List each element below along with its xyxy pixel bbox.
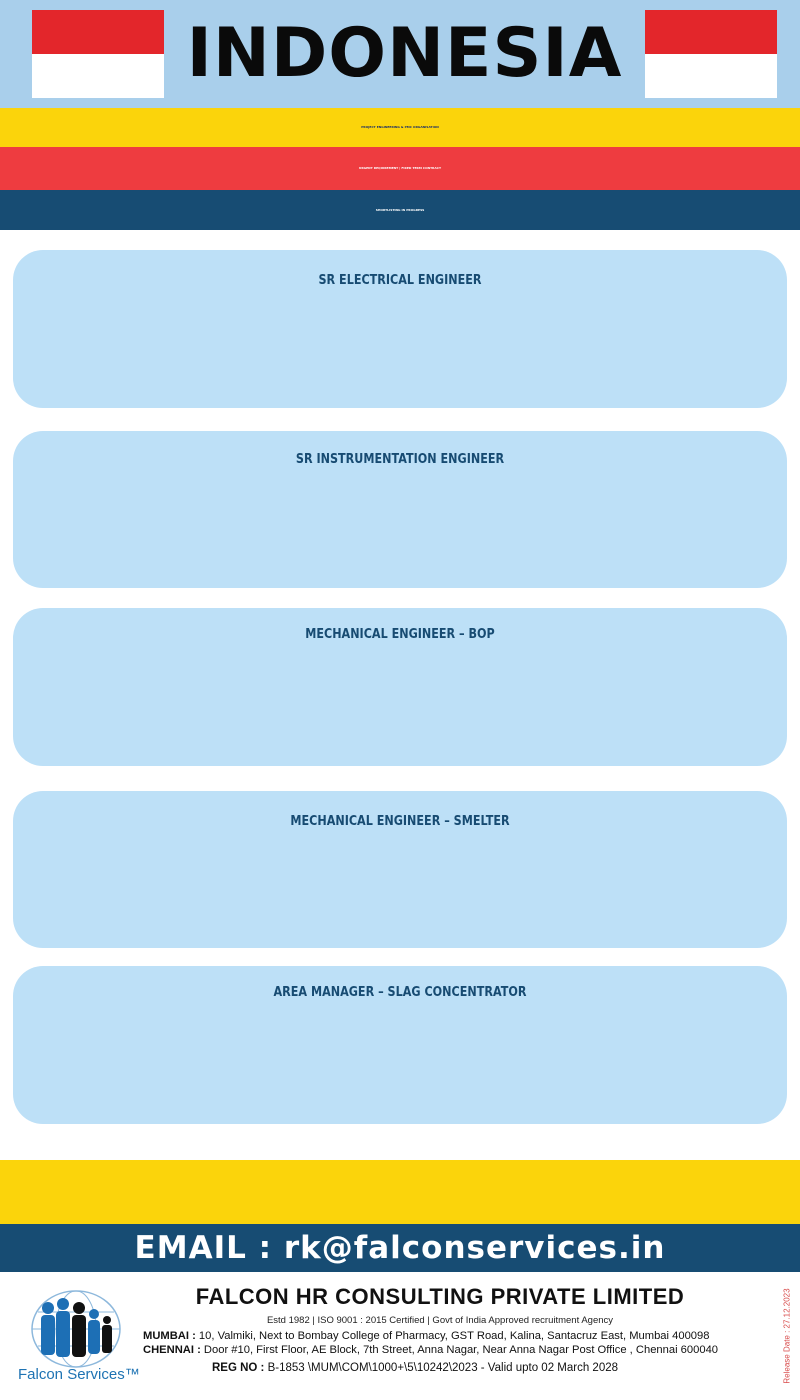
mumbai-address: MUMBAI : 10, Valmiki, Next to Bombay College of Pharmacy, GST Road, Kalina, Santacruz East, Mumbai 400098 — [143, 1330, 710, 1342]
chennai-address: CHENNAI : Door #10, First Floor, AE Block, 7th Street, Anna Nagar, Near Anna Nagar Post Office , Chennai 600040 — [143, 1344, 719, 1356]
company-credentials: Estd 1982 | ISO 9001 : 2015 Certified | Govt of India Approved recruitment Agency — [266, 1315, 614, 1326]
job-title: MECHANICAL ENGINEER – SMELTER — [290, 814, 510, 829]
registration-number: REG NO : B-1853 \MUM\COM\1000+\5\10242\2023 - Valid upto 02 March 2028 — [212, 1362, 619, 1374]
job-title: MECHANICAL ENGINEER – BOP — [305, 627, 495, 642]
job-title: SR ELECTRICAL ENGINEER — [318, 273, 482, 288]
job-qualification — [13, 490, 787, 511]
organisation-band: PROJECT ENGINEERING & PMC ORGANISATION — [0, 108, 800, 147]
indonesia-flag-left — [32, 10, 164, 98]
job-requirement — [13, 532, 787, 553]
job-requirement — [13, 1098, 787, 1119]
job-qualification — [13, 849, 787, 875]
job-card-mechanical-bop — [13, 608, 787, 766]
indonesia-flag-right — [645, 10, 777, 98]
release-date: Release Date : 27.12.2023 — [782, 1288, 792, 1384]
job-qualification — [13, 1014, 787, 1035]
job-requirement — [13, 373, 787, 394]
email-band[interactable]: EMAIL : rk@falconservices.in — [0, 1224, 800, 1272]
job-card-electrical — [13, 250, 787, 408]
job-requirement — [13, 553, 787, 574]
job-experience — [13, 1035, 787, 1056]
company-name: FALCON HR CONSULTING PRIVATE LIMITED — [195, 1284, 685, 1309]
job-qualification — [13, 656, 787, 677]
job-requirement — [13, 1056, 787, 1077]
job-experience — [13, 875, 787, 901]
status-band: SHORTLISTING IN PROGRESS — [0, 190, 800, 230]
country-title: INDONESIA — [186, 14, 623, 93]
job-experience — [13, 511, 787, 532]
job-experience — [13, 677, 787, 698]
job-card-area-manager — [13, 966, 787, 1124]
footer — [0, 1272, 800, 1400]
requirement-band: URGENT REQUIREMENT | FIXED TERM CONTRACT — [0, 147, 800, 190]
cta-band — [0, 1160, 800, 1224]
job-requirement — [13, 719, 787, 740]
job-requirement — [13, 352, 787, 373]
job-requirement — [13, 901, 787, 927]
cta-line — [0, 1162, 800, 1192]
job-card-mechanical-smelter — [13, 791, 787, 948]
cta-line — [0, 1192, 800, 1222]
job-requirement — [13, 1077, 787, 1098]
logo-text: Falcon Services™ — [18, 1366, 140, 1383]
job-requirement — [13, 698, 787, 719]
job-title: AREA MANAGER – SLAG CONCENTRATOR — [273, 985, 527, 1000]
header-banner — [0, 0, 800, 108]
job-qualification — [13, 310, 787, 331]
job-experience — [13, 331, 787, 352]
job-requirement — [13, 740, 787, 761]
job-title: SR INSTRUMENTATION ENGINEER — [295, 452, 505, 467]
job-card-instrumentation — [13, 431, 787, 588]
